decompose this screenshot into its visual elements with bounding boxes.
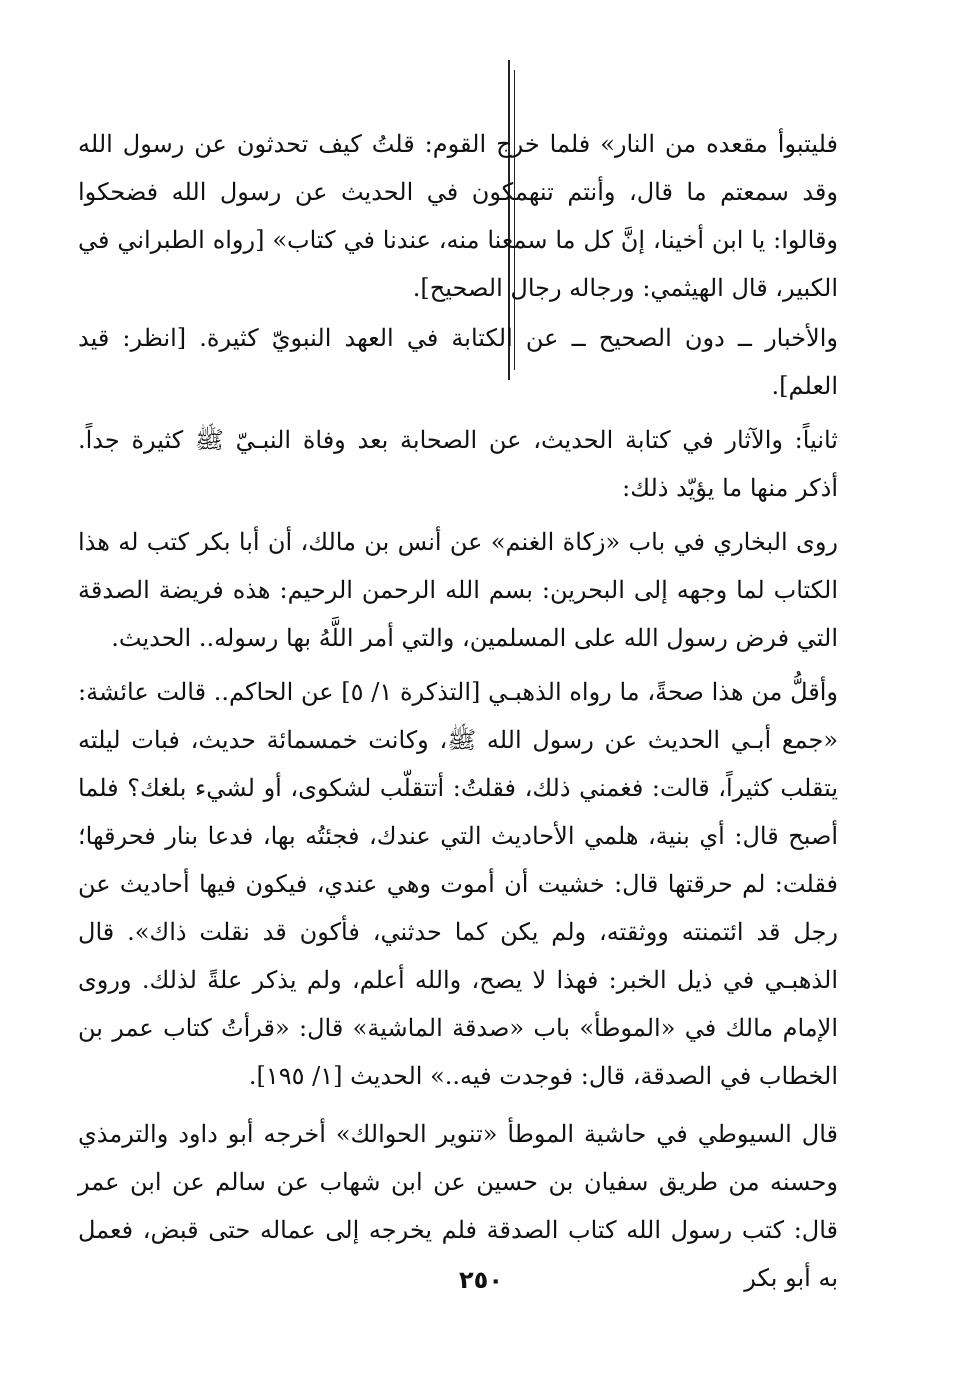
page-number: ٢٥٠	[459, 1266, 503, 1294]
paragraph-1: فليتبوأ مقعده من النار» فلما خرج القوم: قلتُ كيف تحدثون عن رسول الله وقد سمعتم ما قال، وأنتم تنهمكون في الحديث عن رسول الله فضحكوا وقالوا: يا ابن أخينا، إنَّ كل ما سمعنا منه، عندنا في كتاب» [رواه الطبراني في الكبير، قال الهيثمي: ورجاله رجال الصحيح].	[78, 130, 839, 302]
paragraph-3: ثانياً: والآثار في كتابة الحديث، عن الصحابة بعد وفاة النبـيّ ﷺ كثيرة جداً. أذكر منها ما يؤيّد ذلك:	[78, 426, 838, 502]
paragraph-6: قال السيوطي في حاشية الموطأ «تنوير الحوالك» أخرجه أبو داود والترمذي وحسنه من طريق سفيان بن حسين عن ابن شهاب عن سالم عن ابن عمر قال: كتب رسول الله كتاب الصدقة فلم يخرجه إلى عماله حتى قبض، فعمل به أبو بكر	[78, 1120, 838, 1292]
paragraph-5: وأقلُّ من هذا صحةً، ما رواه الذهبـي [التذكرة ١/ ٥] عن الحاكم.. قالت عائشة: «جمع أبـي الحديث عن رسول الله ﷺ، وكانت خمسمائة حديث، فبات ليلته يتقلب كثيراً، قالت: فغمني ذلك، فقلتُ: أتتقلّب لشكوى، أو لشيء بلغك؟ فلما أصبح قال: أي بنية، هلمي الأحاديث التي عندك، فجئتُه بها، فدعا بنار فحرقها؛ فقلت: لم حرقتها قال: خشيت أن أموت وهي عندي، فيكون فيها أحاديث عن رجل قد ائتمنته ووثقته، ولم يكن كما حدثني، فأكون قد نقلت ذاك». قال الذهبـي في ذيل الخبر: فهذا لا يصح، والله أعلم، ولم يذكر علةً لذلك. وروى الإمام مالك في «الموطأ» باب «صدقة الماشية» قال: «قرأتُ كتاب عمر بن الخطاب في الصدقة، قال: فوجدت فيه..» الحديث [١/ ١٩٥].	[78, 678, 838, 1090]
paragraph-2: والأخبار ــ دون الصحيح ــ عن الكتابة في العهد النبويّ كثيرة. [انظر: قيد العلم].	[78, 324, 838, 400]
page-body	[78, 120, 838, 1302]
paragraph-4: روى البخاري في باب «زكاة الغنم» عن أنس بن مالك، أن أبا بكر كتب له هذا الكتاب لما وجهه إلى البحرين: بسم الله الرحمن الرحيم: هذه فريضة الصدقة التي فرض رسول الله على المسلمين، والتي أمر اللَّهُ بها رسوله.. الحديث.	[78, 528, 838, 652]
